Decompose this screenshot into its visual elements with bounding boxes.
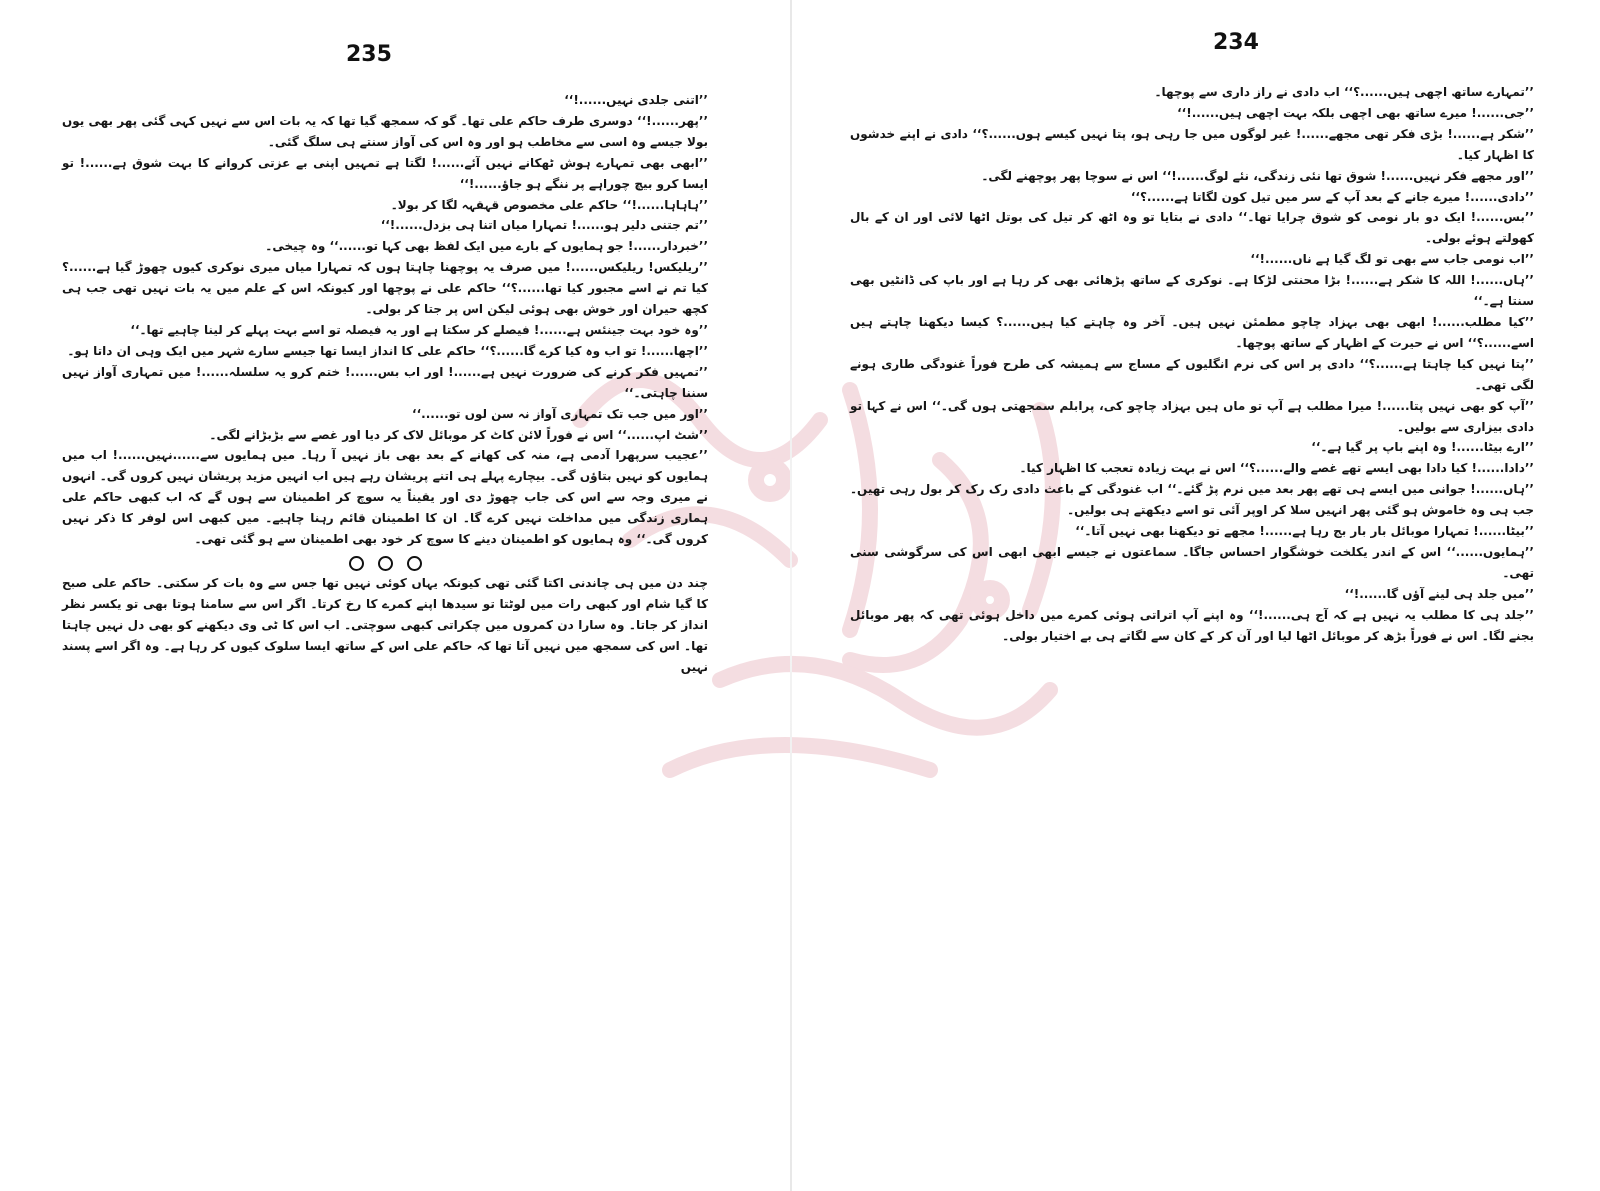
paragraph: ’’خبردار......! جو ہمایوں کے بارے میں ایک لفظ بھی کہا تو......‘‘ وہ چیخی۔ [265,239,708,254]
paragraph: ’’بیٹا......! تمہارا موبائل بار بار بج رہا ہے......! مجھے تو دیکھنا بھی نہیں آتا۔‘‘ [1075,524,1534,539]
divider-circle [378,556,393,571]
paragraph: ’’عجیب سرپھرا آدمی ہے، منہ کی کھانے کے بعد بھی باز نہیں آ رہا۔ میں ہمایوں سے......نہیں......! اب میں ہمایوں کو نہیں بتاؤں گی۔ بیچارے پہلے ہی اتنے پریشان رہے ہیں اب انہیں مزید پریشان نہیں کروں گی۔ انہوں نے میری وجہ سے اس کی جاب چھوڑ دی اور یقیناً یہ سوچ کر اطمینان سے ہوں گے کہ اب کبھی حاکم علی ہماری زندگی میں مداخلت نہیں کرے گا۔ ان کا اطمینان قائم رہنا چاہیے۔ میں کبھی اس لوفر کا ذکر نہیں کروں گی۔‘‘ وہ ہمایوں کو اطمینان دینے کا سوچ کر خود بھی اطمینان سے ہو گئی تھی۔ [62,448,708,547]
paragraph: ’’میں جلد ہی لینے آؤں گا......!‘‘ [1344,586,1534,601]
paragraph: ’’شکر ہے......! بڑی فکر تھی مجھے......! غیر لوگوں میں جا رہی ہو، پتا نہیں کیسے ہوں......؟‘‘ دادی نے اپنے خدشوں کا اظہار کیا۔ [850,126,1534,162]
paragraph: ’’ہاہاہا......!‘‘ حاکم علی مخصوص قہقہہ لگا کر بولا۔ [390,197,708,212]
right-page [800,0,1600,1191]
paragraph: ’’پتا نہیں کیا چاہتا ہے......؟‘‘ دادی پر اس کی نرم انگلیوں کے مساج سے ہمیشہ کی طرح فوراً غنودگی طاری ہونے لگی تھی۔ [850,356,1534,392]
paragraph: ’’تمہیں فکر کرنے کی ضرورت نہیں ہے......! اور اب بس......! ختم کرو یہ سلسلہ......! میں تمہاری آواز نہیں سننا چاہتی۔‘‘ [62,364,708,400]
paragraph: چند دن میں ہی چاندنی اکتا گئی تھی کیونکہ یہاں کوئی نہیں تھا جس سے وہ بات کر سکتی۔ حاکم علی صبح کا گیا شام اور کبھی رات میں لوٹتا تو سیدھا اپنے کمرے کا رخ کرتا۔ اگر اس سے سامنا ہوتا بھی تو یکسر نظر انداز کر جاتا۔ وہ سارا دن کمروں میں چکراتی کبھی سوچتی۔ اب اس کا ٹی وی دیکھنے کو بھی دل نہیں چاہتا تھا۔ اس کی سمجھ میں نہیں آتا تھا کہ حاکم علی اس کے ساتھ ایسا سلوک کیوں کر رہا ہے۔ وہ اگر اسے پسند نہیں [62,575,708,674]
paragraph: ’’وہ خود بہت جینئس ہے......! فیصلے کر سکتا ہے اور یہ فیصلہ تو اسے بہت پہلے کر لینا چاہیے تھا۔‘‘ [130,322,708,337]
paragraph: ’’دادا......! کیا دادا بھی ایسے تھے غصے والے......؟‘‘ اس نے بہت زیادہ تعجب کا اظہار کیا۔ [1019,461,1534,476]
paragraph: ’’جی......! میرے ساتھ بھی اچھی بلکہ بہت اچھی ہیں......!‘‘ [1177,105,1534,120]
paragraph: ’’ہاں......! اللہ کا شکر ہے......! بڑا محنتی لڑکا ہے۔ نوکری کے ساتھ پڑھائی بھی کر رہا ہے اور باپ کی ڈانٹیں بھی سنتا ہے۔‘‘ [850,273,1534,309]
paragraph: ’’اتنی جلدی نہیں......!‘‘ [564,93,708,107]
paragraph: ’’بس......! ایک دو بار نومی کو شوق چرایا تھا۔‘‘ دادی نے بتایا تو وہ اٹھ کر تیل کی بوتل اٹھا لائی اور ان کے بال کھولتے ہوئے بولی۔ [850,210,1534,246]
paragraph: ’’ہاں......! جوانی میں ایسے ہی تھے پھر بعد میں نرم پڑ گئے۔‘‘ اب غنودگی کے باعث دادی رک رک کر بول رہی تھیں۔ جب ہی وہ خاموش ہو گئی پھر انہیں سلا کر اوپر آئی تو اسے دیکھتے ہی بولیں۔ [850,482,1534,518]
paragraph: ’’تمہارے ساتھ اچھی ہیں......؟‘‘ اب دادی نے راز داری سے پوچھا۔ [1154,85,1534,99]
paragraph: ’’اب نومی جاب سے بھی تو لگ گیا ہے ناں......!‘‘ [1250,252,1534,267]
paragraph: ’’آپ کو بھی نہیں پتا......! میرا مطلب ہے آپ تو ماں ہیں بہزاد چاچو کی، پرابلم سمجھتی ہوں گی۔‘‘ اس نے کہا تو دادی بیزاری سے بولیں۔ [850,398,1534,434]
paragraph: ’’پھر......!‘‘ دوسری طرف حاکم علی تھا۔ گو کہ سمجھ گیا تھا کہ یہ بات اس سے نہیں کہی گئی پھر بھی یوں بولا جیسے وہ اسی سے مخاطب ہو اور وہ اس کی آواز سنتے ہی سلگ گئی۔ [62,113,708,149]
section-divider [62,556,708,571]
paragraph: ’’دادی......! میرے جانے کے بعد آپ کے سر میں تیل کون لگاتا ہے......؟‘‘ [1130,189,1534,204]
paragraph: ’’ہمایوں......‘‘ اس کے اندر یکلخت خوشگوار احساس جاگا۔ سماعتوں نے جیسے ابھی ابھی اس کی سرگوشی سنی تھی۔ [850,544,1534,580]
paragraph: ’’ریلیکس! ریلیکس......! میں صرف یہ پوچھنا چاہتا ہوں کہ تمہارا میاں میری نوکری کیوں چھوڑ گیا ہے......؟ کیا تم نے اسے مجبور کیا تھا......؟‘‘ حاکم علی نے پوچھا اور کیونکہ اس کے علم میں یہ بات نہیں تھی جب ہی کچھ حیران اور خوش بھی ہوئی لیکن اس پر جتا کر بولی۔ [62,260,708,317]
book-gutter [790,0,792,1191]
divider-circle [349,556,364,571]
page-number: 234 [1213,30,1259,55]
left-page [0,0,780,1191]
paragraph: ’’ارے بیٹا......! وہ اپنے باپ پر گیا ہے۔‘‘ [1311,440,1534,455]
page-number: 235 [346,42,392,67]
paragraph: ’’اور مجھے فکر نہیں......! شوق تھا نئی زندگی، نئے لوگ......!‘‘ اس نے سوچا پھر پوچھنے لگی۔ [981,168,1534,183]
paragraph: ’’اچھا......! تو اب وہ کیا کرے گا......؟‘‘ حاکم علی کا انداز ایسا تھا جیسے سارے شہر میں ایک وہی ان داتا ہو۔ [67,343,708,358]
paragraph: ’’ابھی بھی تمہارے ہوش ٹھکانے نہیں آئے......! لگتا ہے تمہیں اپنی بے عزتی کروانے کا بہت شوق ہے......! تو ایسا کرو بیچ چوراہے پر ننگے ہو جاؤ......!‘‘ [62,155,708,191]
paragraph: ’’کیا مطلب......! ابھی بھی بہزاد چاچو مطمئن نہیں ہیں۔ آخر وہ چاہتے کیا ہیں......؟ کیسا دیکھنا چاہتے ہیں اسے......؟‘‘ اس نے حیرت کے اظہار کے ساتھ پوچھا۔ [850,314,1534,350]
paragraph: ’’اور میں جب تک تمہاری آواز نہ سن لوں تو......‘‘ [412,406,708,421]
paragraph: ’’شٹ اپ......‘‘ اس نے فوراً لائن کاٹ کر موبائل لاک کر دیا اور غصے سے بڑبڑانے لگی۔ [209,427,708,442]
paragraph: ’’تم جتنی دلیر ہو......! تمہارا میاں اتنا ہی بزدل......!‘‘ [380,218,708,233]
divider-circle [407,556,422,571]
paragraph: ’’جلد ہی کا مطلب یہ نہیں ہے کہ آج ہی......!‘‘ وہ اپنے آپ اتراتی ہوئی کمرے میں داخل ہوئی تھی کہ پھر موبائل بجنے لگا۔ اس نے فوراً بڑھ کر موبائل اٹھا لیا اور آن کر کے کان سے لگاتے ہی بے اختیار بولی۔ [850,607,1534,643]
